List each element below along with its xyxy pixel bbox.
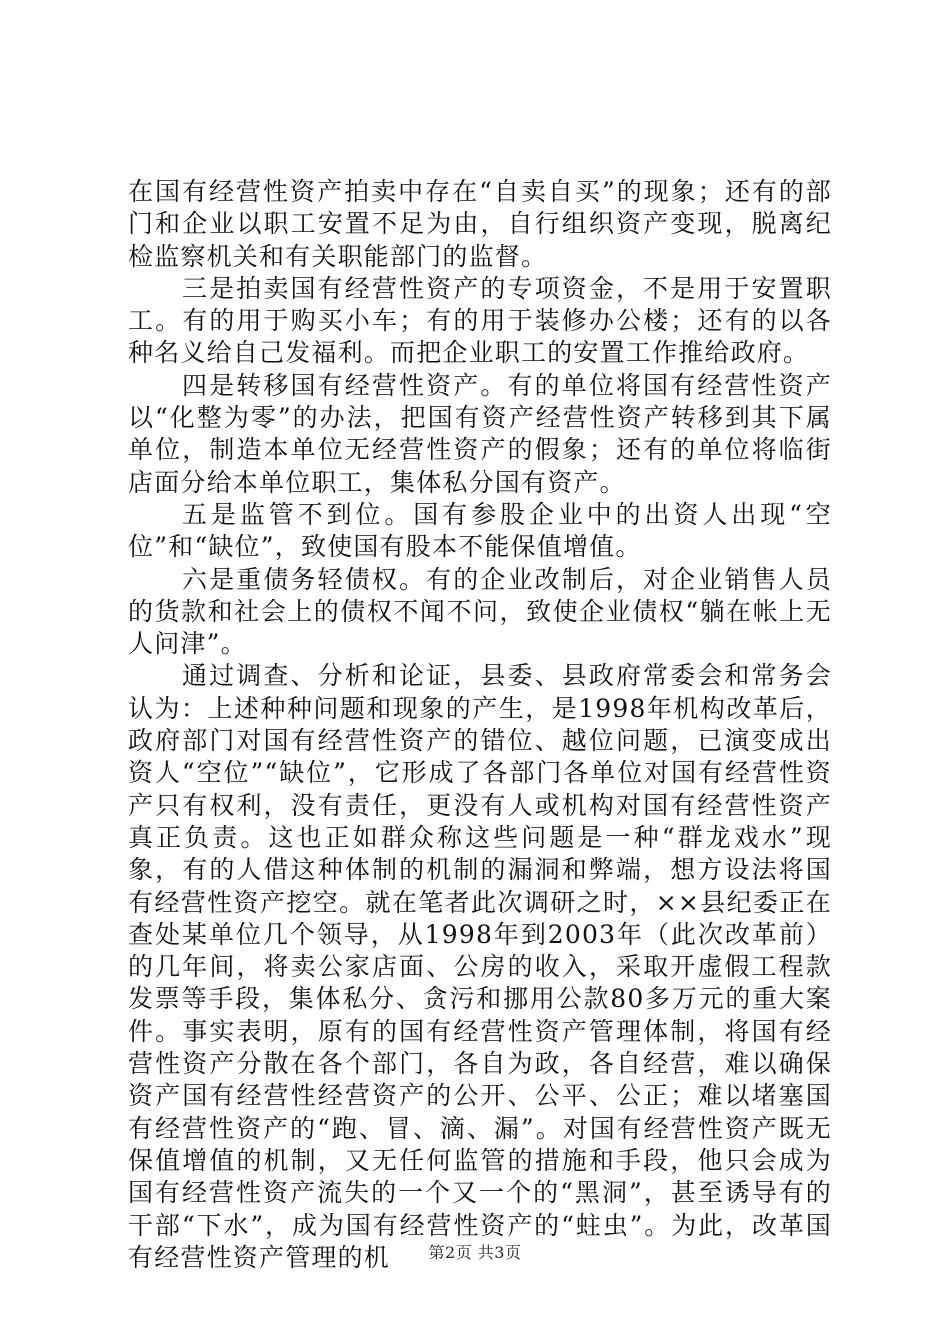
paragraph-point-four: 四是转移国有经营性资产。有的单位将国有经营性资产以“化整为零”的办法，把国有资产经营性资产转移到其下属单位，制造本单位无经营性资产的假象；还有的单位将临街店面分给本单位职工，集体私分国有资产。 [128, 370, 832, 497]
document-body [128, 176, 832, 1274]
page-footer: 第2页 共3页 [428, 1243, 522, 1262]
paragraph-point-five: 五是监管不到位。国有参股企业中的出资人出现“空位”和“缺位”，致使国有股本不能保值增值。 [128, 499, 832, 562]
paragraph-point-six: 六是重债务轻债权。有的企业改制后，对企业销售人员的货款和社会上的债权不闻不问，致使企业债权“躺在帐上无人问津”。 [128, 564, 832, 659]
paragraph-analysis: 通过调查、分析和论证，县委、县政府常委会和常务会认为：上述种种问题和现象的产生，是1998年机构改革后，政府部门对国有经营性资产的错位、越位问题，已演变成出资人“空位”“缺位”，它形成了各部门各单位对国有经营性资产只有权利，没有责任，更没有人或机构对国有经营性资产真正负责。这也正如群众称这些问题是一种“群龙戏水”现象，有的人借这种体制的机制的漏洞和弊端，想方设法将国有经营性资产挖空。就在笔者此次调研之时，××县纪委正在查处某单位几个领导，从1998年到2003年（此次改革前）的几年间，将卖公家店面、公房的收入，采取开虚假工程款发票等手段，集体私分、贪污和挪用公款80多万元的重大案件。事实表明，原有的国有经营性资产管理体制，将国有经营性资产分散在各个部门，各自为政，各自经营，难以确保资产国有经营性经营资产的公开、公平、公正；难以堵塞国有经营性资产的“跑、冒、滴、漏”。对国有经营性资产既无保值增值的机制，又无任何监管的措施和手段，他只会成为国有经营性资产流失的一个又一个的“黑洞”，甚至诱导有的干部“下水”，成为国有经营性资产的“蛀虫”。为此，改革国有经营性资产管理的机 [128, 661, 832, 1272]
paragraph-point-three: 三是拍卖国有经营性资产的专项资金，不是用于安置职工。有的用于购买小车；有的用于装修办公楼；还有的以各种名义给自己发福利。而把企业职工的安置工作推给政府。 [128, 273, 832, 368]
paragraph-continuation: 在国有经营性资产拍卖中存在“自卖自买”的现象；还有的部门和企业以职工安置不足为由，自行组织资产变现，脱离纪检监察机关和有关职能部门的监督。 [128, 177, 832, 271]
